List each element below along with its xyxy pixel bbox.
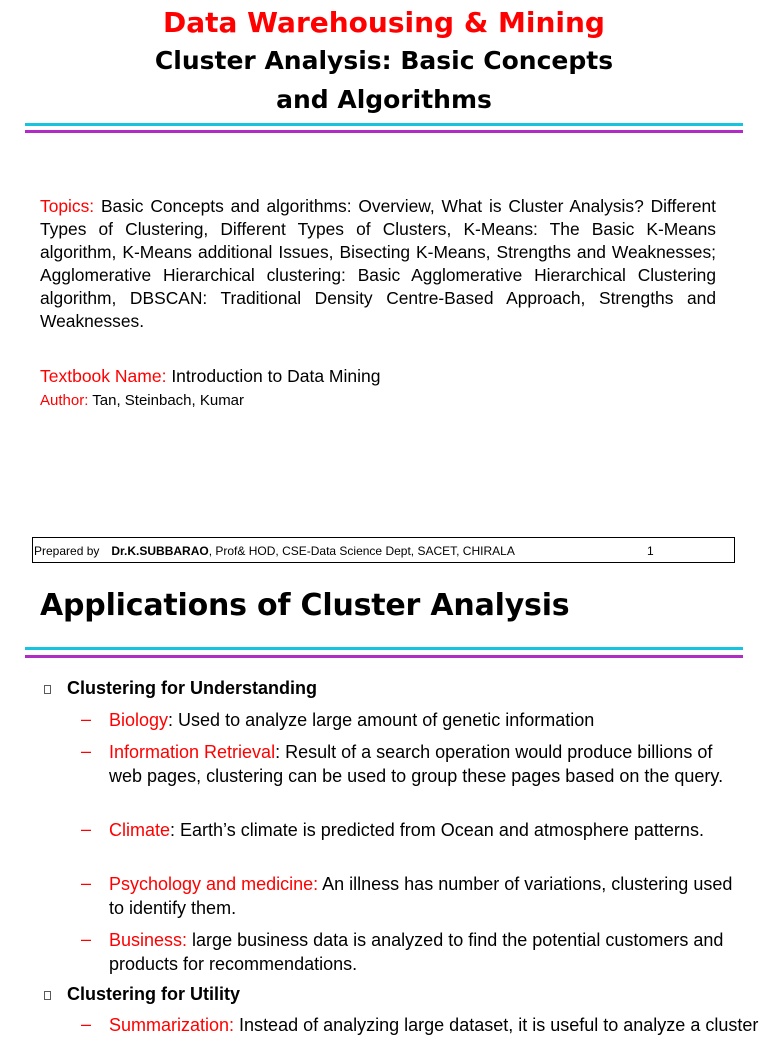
textbook-value: Introduction to Data Mining (166, 366, 381, 386)
square-bullet-icon (44, 685, 51, 694)
dash-bullet: – (81, 741, 92, 761)
item-term: Information Retrieval (109, 742, 276, 762)
page-number: 1 (647, 544, 654, 558)
item-text: : Result of a search operation would produce billions of web pages, clustering can be used to group these pages based on the query. (109, 742, 724, 786)
slide2-divider-magenta (25, 655, 743, 658)
item-term: Summarization: (109, 1015, 235, 1035)
item-text: : Used to analyze large amount of genetic information (168, 710, 595, 730)
slide-subtitle-line2: and Algorithms (276, 85, 492, 114)
list-item-psychology-medicine (109, 872, 739, 920)
dash-bullet: – (81, 873, 92, 893)
item-term: Biology (109, 710, 169, 730)
item-text: large business data is analyzed to find the potential customers and products for recommendations. (109, 930, 724, 974)
item-text: An illness has number of variations, clustering used to identify them. (109, 874, 733, 918)
item-text: Instead of analyzing large dataset, it is useful to analyze a cluster (234, 1015, 759, 1035)
square-bullet-icon (44, 991, 51, 1000)
slide-subtitle-line1: Cluster Analysis: Basic Concepts (154, 46, 614, 75)
course-title: Data Warehousing & Mining (163, 6, 605, 39)
list-item-business (109, 928, 739, 976)
dash-bullet: – (81, 929, 92, 949)
topics-text: Basic Concepts and algorithms: Overview, What is Cluster Analysis? Different Types of Clustering, Different Types of Clusters, K-Means: The Basic K-Means algorithm, K-Means additional Issues, Bisecting K-Means, Strengths and Weaknesses; Agglomerative Hierarchical clustering: Basic Agglomerative Hierarchical Clustering algorithm, DBSCAN: Traditional Density Centre-Based Approach, Strengths and Weaknesses. (40, 196, 716, 331)
list-item-information-retrieval (109, 740, 739, 788)
item-term: Climate (109, 820, 171, 840)
dash-bullet: – (81, 819, 92, 839)
title-divider-cyan (25, 123, 743, 126)
author-affiliation: , Prof& HOD, CSE-Data Science Dept, SACET, CHIRALA (208, 544, 515, 558)
dash-bullet: – (81, 709, 92, 729)
textbook-label: Textbook Name: (40, 366, 167, 386)
author-name: Dr.K.SUBBARAO (111, 544, 209, 558)
topics-label: Topics: (40, 196, 95, 216)
item-term: Business: (109, 930, 188, 950)
dash-bullet: – (81, 1014, 92, 1034)
slide2-divider-cyan (25, 647, 743, 650)
list-item-biology (109, 708, 739, 732)
list-item-climate (109, 818, 739, 842)
list-item-summarization (109, 1013, 759, 1037)
textbook-line (40, 366, 380, 387)
prepared-by-label: Prepared by (34, 544, 100, 558)
section-heading-understanding: Clustering for Understanding (67, 678, 318, 698)
author-label: Author: (40, 392, 89, 409)
section-heading-utility: Clustering for Utility (67, 984, 241, 1004)
slide2-title: Applications of Cluster Analysis (40, 588, 570, 623)
title-divider-magenta (25, 130, 743, 133)
author-value: Tan, Steinbach, Kumar (88, 392, 245, 409)
slide-footer (32, 537, 735, 563)
item-term: Psychology and medicine: (109, 874, 319, 894)
item-text: : Earth’s climate is predicted from Ocean and atmosphere patterns. (170, 820, 704, 840)
author-line (40, 392, 244, 409)
topics-paragraph (40, 195, 716, 333)
